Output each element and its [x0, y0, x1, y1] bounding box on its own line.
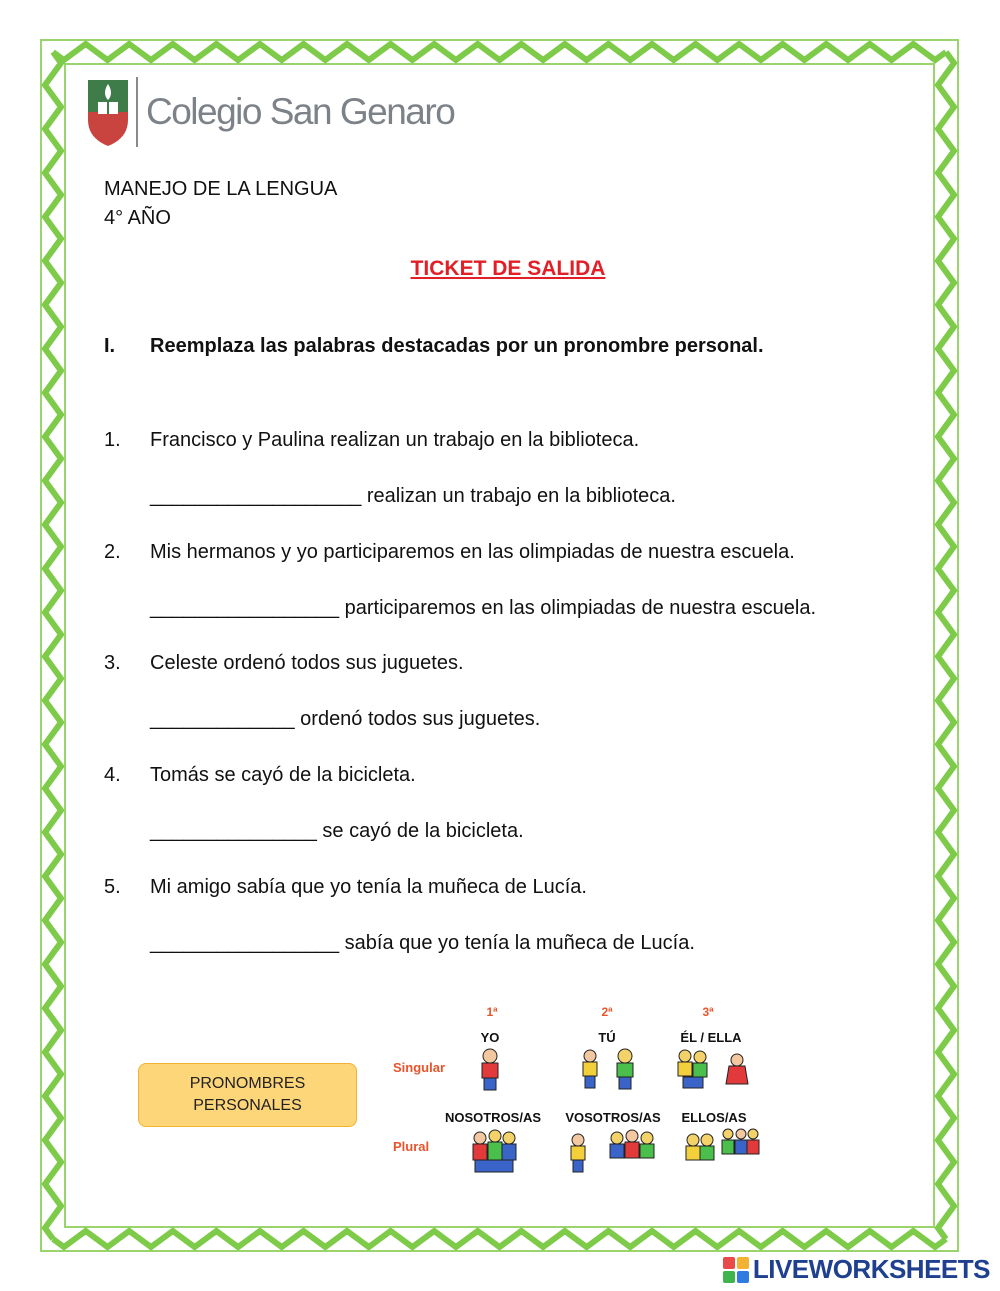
exercise-3-number: 3. — [104, 652, 121, 674]
exercise-5-number: 5. — [104, 876, 121, 898]
person-2-label: 2ª — [601, 1005, 613, 1019]
exercise-3-answer-line[interactable]: _____________ ordenó todos sus juguetes. — [150, 708, 541, 730]
liveworksheets-brand — [723, 1254, 990, 1285]
exercise-4-sentence: Tomás se cayó de la bicicleta. — [150, 764, 416, 786]
school-logo — [86, 76, 454, 148]
plural-row-label: Plural — [393, 1139, 430, 1154]
exercise-2-number: 2. — [104, 541, 121, 563]
pronouns-box — [138, 1063, 357, 1127]
subject-label: MANEJO DE LA LENGUA — [104, 178, 338, 200]
figure-yo-icon — [482, 1049, 498, 1090]
pronoun-ellos: ELLOS/AS — [681, 1110, 747, 1125]
exercise-2-sentence: Mis hermanos y yo participaremos en las olimpiadas de nuestra escuela. — [150, 541, 795, 563]
figure-ellos-icon — [686, 1129, 759, 1160]
figure-el-ella-icon — [678, 1050, 748, 1088]
grade-label: 4° AÑO — [104, 207, 171, 229]
exercise-4-number: 4. — [104, 764, 121, 786]
personal-pronouns-chart — [385, 1000, 775, 1195]
exercise-2-answer-line[interactable]: _________________ participaremos en las olimpiadas de nuestra escuela. — [150, 597, 817, 619]
figure-vosotros-icon — [571, 1130, 654, 1172]
pronoun-el-ella: ÉL / ELLA — [680, 1030, 742, 1045]
person-1-label: 1ª — [486, 1005, 498, 1019]
exercise-1-answer-line[interactable]: ___________________ realizan un trabajo en la biblioteca. — [150, 485, 676, 507]
exercise-3-sentence: Celeste ordenó todos sus juguetes. — [150, 652, 464, 674]
worksheet-title: TICKET DE SALIDA — [410, 257, 606, 280]
exercise-5-sentence: Mi amigo sabía que yo tenía la muñeca de Lucía. — [150, 876, 587, 898]
exercise-1-number: 1. — [104, 429, 121, 451]
pronoun-tu: TÚ — [598, 1030, 616, 1045]
instruction-text: Reemplaza las palabras destacadas por un pronombre personal. — [150, 335, 764, 357]
figure-nosotros-icon — [473, 1130, 516, 1172]
exercise-1-sentence: Francisco y Paulina realizan un trabajo en la biblioteca. — [150, 429, 640, 451]
pronoun-nosotros: NOSOTROS/AS — [444, 1110, 542, 1125]
pronoun-vosotros: VOSOTROS/AS — [565, 1110, 661, 1125]
pronouns-box-line-2: PERSONALES — [193, 1097, 302, 1114]
pronouns-box-line-1: PRONOMBRES — [189, 1075, 306, 1093]
liveworksheets-logo-icon — [723, 1257, 749, 1283]
liveworksheets-wordmark: LIVEWORKSHEETS — [752, 1254, 990, 1284]
pronoun-yo: YO — [480, 1030, 500, 1045]
school-name: Colegio San Genaro — [146, 91, 455, 132]
school-crest-icon — [86, 76, 130, 148]
person-3-label: 3ª — [702, 1005, 714, 1019]
exercise-4-answer-line[interactable]: _______________ se cayó de la bicicleta. — [150, 820, 524, 842]
exercise-5-answer-line[interactable]: _________________ sabía que yo tenía la muñeca de Lucía. — [150, 932, 695, 954]
singular-row-label: Singular — [393, 1060, 446, 1075]
figure-tu-icon — [583, 1049, 633, 1089]
instruction-numeral: I. — [104, 335, 116, 357]
logo-divider — [136, 77, 138, 147]
